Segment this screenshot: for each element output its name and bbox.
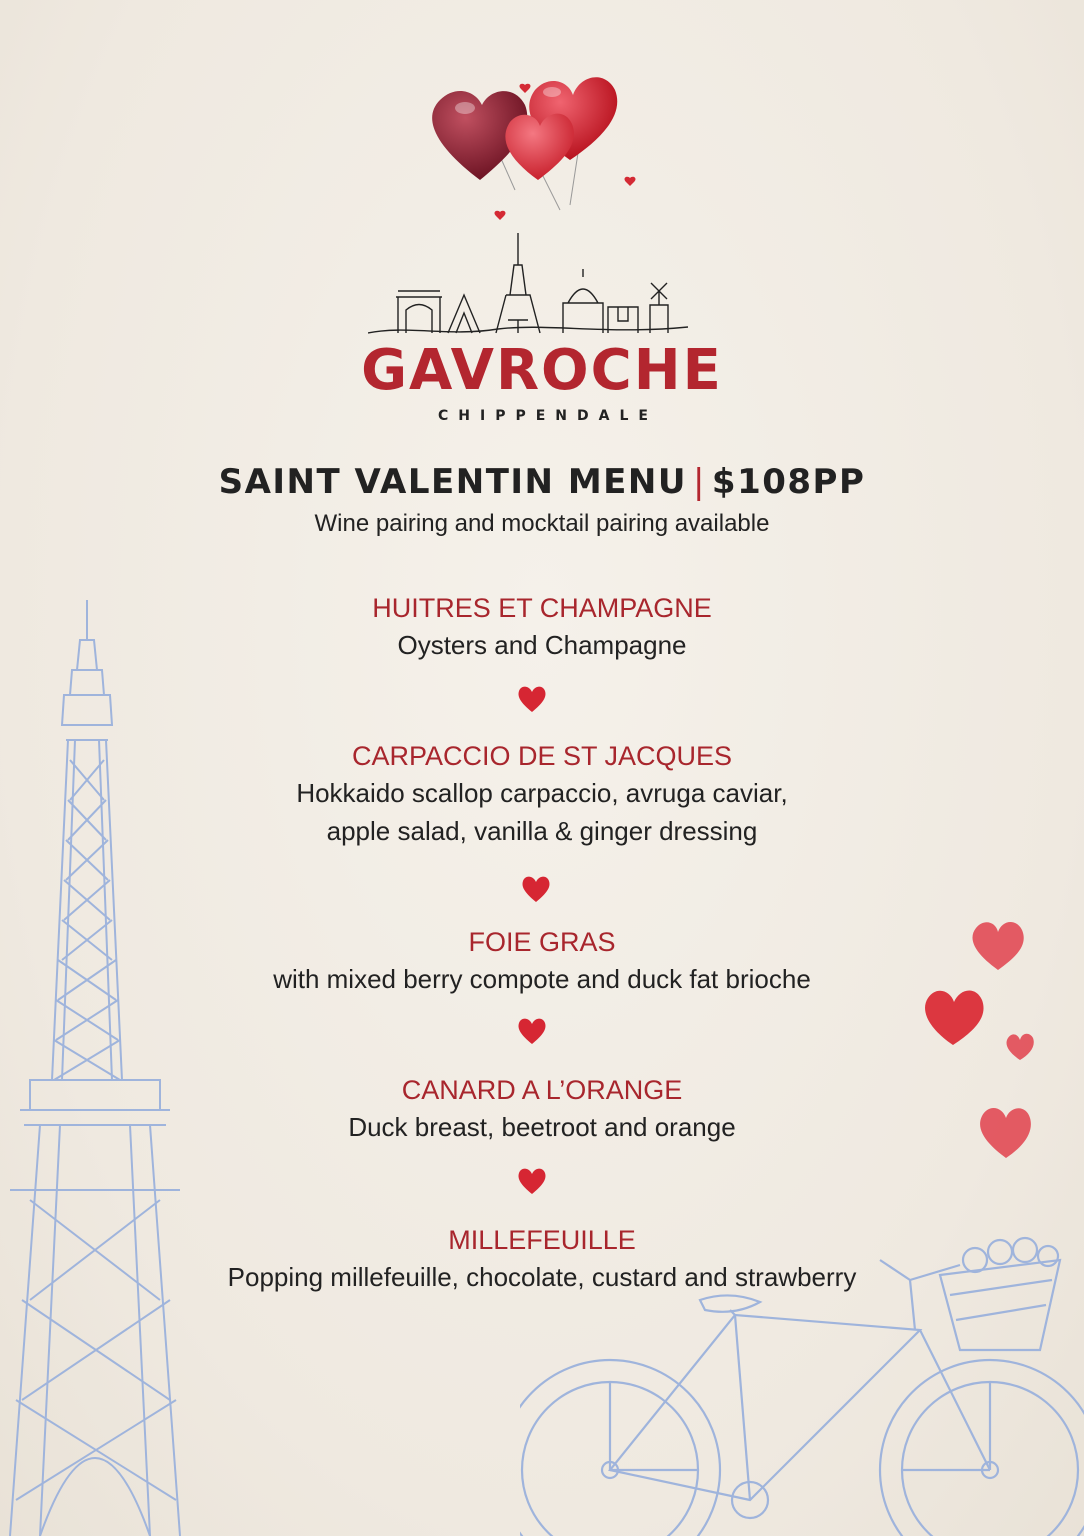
course-description: Popping millefeuille, chocolate, custard and strawberry	[227, 1262, 857, 1292]
course-name: HUITRES ET CHAMPAGNE	[372, 593, 712, 623]
brand-name: GAVROCHE	[361, 338, 723, 403]
heart-icon	[918, 910, 1048, 1170]
menu-price: $108PP	[711, 462, 866, 502]
heart-balloon-icon	[420, 60, 660, 230]
bicycle-icon	[520, 1220, 1084, 1536]
heart-icon	[516, 682, 548, 714]
paris-skyline-icon	[368, 225, 688, 340]
heart-icon	[520, 872, 552, 904]
course-name: FOIE GRAS	[468, 927, 616, 957]
menu-title-text: SAINT VALENTIN MENU	[218, 462, 687, 502]
course-description: Duck breast, beetroot and orange	[348, 1112, 736, 1142]
course-name: CARPACCIO DE ST JACQUES	[351, 741, 733, 771]
title-separator: |	[692, 462, 706, 502]
course-description: with mixed berry compote and duck fat brioche	[273, 964, 811, 994]
heart-icon	[516, 1164, 548, 1196]
menu-subtitle: Wine pairing and mocktail pairing available	[314, 510, 770, 537]
course-description: Oysters and Champagne	[397, 630, 687, 660]
course-name: CANARD A L’ORANGE	[401, 1075, 683, 1105]
brand-location: CHIPPENDALE	[438, 408, 658, 424]
heart-icon	[516, 1014, 548, 1046]
eiffel-tower-icon	[0, 600, 200, 1536]
menu-title	[0, 462, 1084, 502]
course-name: MILLEFEUILLE	[448, 1225, 636, 1255]
course-description: Hokkaido scallop carpaccio, avruga caviar, apple salad, vanilla & ginger dressing	[296, 778, 788, 846]
